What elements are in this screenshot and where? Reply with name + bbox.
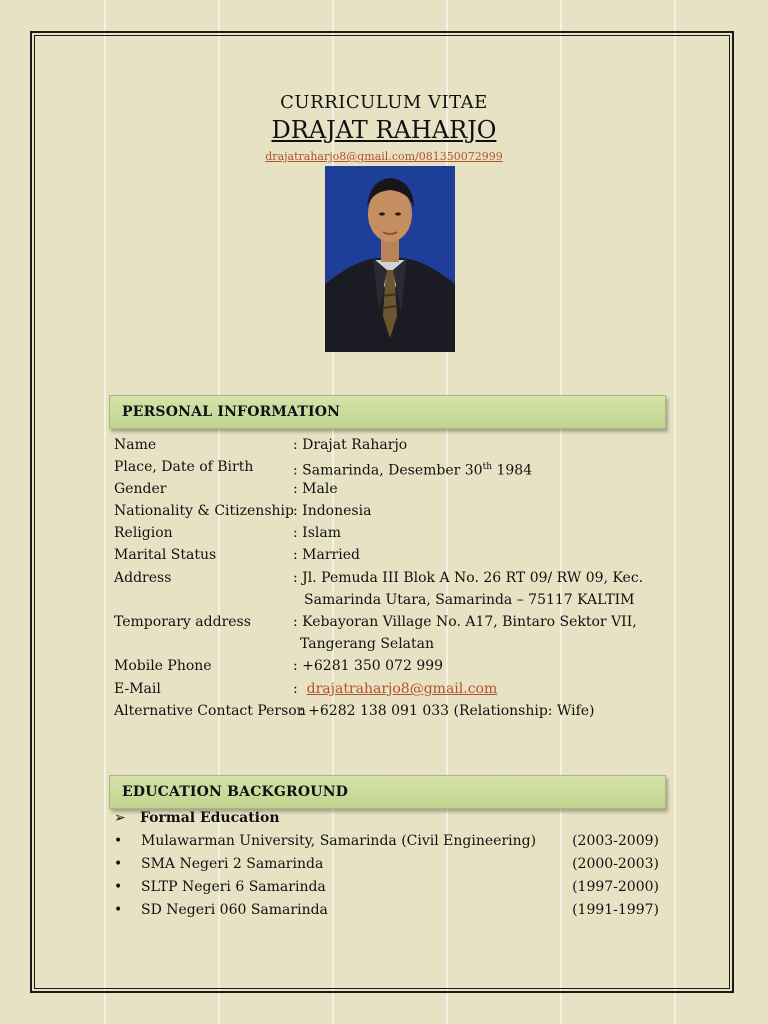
contact-link[interactable]: drajatraharjo8@gmail.com/081350072999: [265, 150, 503, 163]
info-value-colon: :: [293, 681, 307, 697]
education-school: SD Negeri 060 Samarinda: [141, 902, 328, 918]
info-value: : Kebayoran Village No. A17, Bintaro Sektor VII,: [293, 614, 637, 630]
info-value: : Married: [293, 547, 360, 563]
info-value: : Indonesia: [293, 503, 372, 519]
education-years: (2003-2009): [572, 833, 659, 849]
info-label: Place, Date of Birth: [114, 459, 254, 475]
arrow-bullet-icon: ➢: [114, 810, 126, 826]
info-label: Alternative Contact Person: [114, 703, 306, 719]
education-school: Mulawarman University, Samarinda (Civil Engineering): [141, 833, 537, 849]
bullet-icon: •: [114, 856, 123, 872]
info-label: Gender: [114, 481, 167, 497]
education-heading: EDUCATION BACKGROUND: [122, 784, 349, 800]
education-years: (1997-2000): [572, 879, 659, 895]
info-value-main: : Samarinda, Desember 30: [293, 462, 483, 479]
info-value: : Male: [293, 481, 338, 497]
info-label: Marital Status: [114, 547, 217, 563]
email-link[interactable]: drajatraharjo8@gmail.com: [306, 681, 498, 697]
info-label: Mobile Phone: [114, 658, 212, 674]
document-title: CURRICULUM VITAE: [280, 92, 488, 113]
info-label: Name: [114, 437, 157, 453]
info-value-ordinal: th: [482, 462, 493, 472]
info-label: E-Mail: [114, 681, 161, 697]
info-label: Nationality & Citizenship: [114, 503, 294, 519]
bullet-icon: •: [114, 902, 123, 918]
info-value: : +6282 138 091 033 (Relationship: Wife): [299, 703, 595, 719]
bullet-icon: •: [114, 833, 123, 849]
candidate-name: [0, 116, 768, 144]
education-years: (1991-1997): [572, 902, 659, 918]
info-value-line2: Samarinda Utara, Samarinda – 75117 KALTIM: [304, 592, 635, 608]
candidate-name-text: DRAJAT RAHARJO: [271, 116, 497, 144]
education-school: SMA Negeri 2 Samarinda: [141, 856, 324, 872]
formal-education-label: Formal Education: [140, 810, 280, 826]
info-value: : Drajat Raharjo: [293, 437, 408, 453]
personal-info-heading: PERSONAL INFORMATION: [122, 404, 341, 420]
info-label: Religion: [114, 525, 173, 541]
bullet-icon: •: [114, 879, 123, 895]
info-value: : Jl. Pemuda III Blok A No. 26 RT 09/ RW 09, Kec.: [293, 570, 644, 586]
education-header: [109, 775, 666, 809]
formal-education-subheading: [114, 810, 280, 826]
education-years: (2000-2003): [572, 856, 659, 872]
info-label: Temporary address: [114, 614, 251, 630]
info-value: [293, 678, 497, 700]
info-value: : +6281 350 072 999: [293, 658, 444, 674]
portrait-photo-icon: [325, 166, 455, 352]
info-value-line2: Tangerang Selatan: [300, 636, 435, 652]
contact-line: [0, 150, 768, 163]
personal-info-header: [109, 395, 666, 429]
info-value: : Islam: [293, 525, 341, 541]
education-school: SLTP Negeri 6 Samarinda: [141, 879, 326, 895]
info-value-year: 1984: [492, 462, 533, 479]
info-label: Address: [114, 570, 172, 586]
portrait-photo: [325, 166, 455, 352]
